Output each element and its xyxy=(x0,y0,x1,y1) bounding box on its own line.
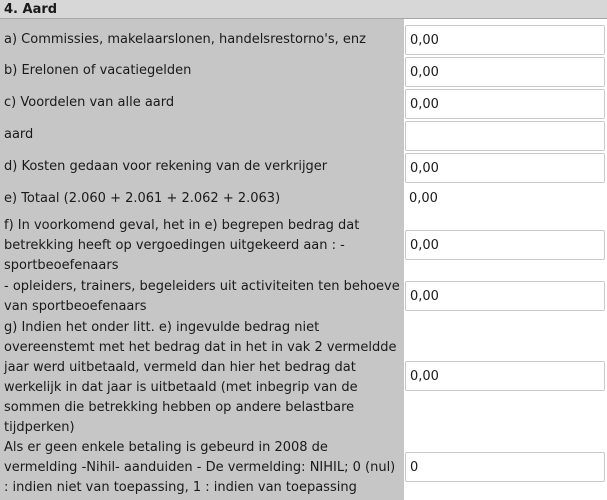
label-erelonen: b) Erelonen of vacatiegelden xyxy=(4,63,192,78)
row-nihil xyxy=(0,438,607,500)
label-voordelen: c) Voordelen van alle aard xyxy=(4,95,175,110)
row-totaal xyxy=(0,179,607,211)
label-aard: aard xyxy=(4,127,34,142)
nihil-input[interactable] xyxy=(405,452,605,482)
row-opleiders xyxy=(0,276,607,318)
label-sportbeoefenaars: f) In voorkomend geval, het in e) begrepen bedrag dat betrekking heeft op vergoedingen uitgekeerd aan : - sportbeoefenaars xyxy=(4,218,360,273)
row-aard xyxy=(0,115,607,147)
row-kosten xyxy=(0,147,607,179)
row-uitbetaald xyxy=(0,317,607,437)
label-uitbetaald: g) Indien het onder litt. e) ingevulde bedrag niet overeenstemt met het bedrag dat in het in vak 2 vermeldde jaar werd uitbetaald, vermeld dan hier het bedrag dat werkelijk in dat jaar is uitbetaald (met inbegrip van de sommen die betrekking hebben op andere belastbare tijdperken) xyxy=(4,320,397,435)
row-erelonen xyxy=(0,51,607,83)
label-opleiders: - opleiders, trainers, begeleiders uit activiteiten ten behoeve van sportbeoefenaars xyxy=(4,279,400,314)
row-voordelen xyxy=(0,83,607,115)
row-sportbeoefenaars xyxy=(0,215,607,275)
form-rows xyxy=(0,19,607,500)
opleiders-input[interactable] xyxy=(405,281,605,311)
label-kosten: d) Kosten gedaan voor rekening van de verkrijger xyxy=(4,159,328,174)
totaal-value: 0,00 xyxy=(409,191,438,206)
sportbeoefenaars-input[interactable] xyxy=(405,230,605,260)
label-nihil: Als er geen enkele betaling is gebeurd in 2008 de vermelding -Nihil- aanduiden - De vermelding: NIHIL; 0 (nul) : indien niet van toepassing, 1 : indien van toepassing xyxy=(4,440,396,495)
label-totaal: e) Totaal (2.060 + 2.061 + 2.062 + 2.063) xyxy=(4,191,281,206)
label-commissies: a) Commissies, makelaarslonen, handelsrestorno's, enz xyxy=(4,32,366,47)
uitbetaald-input[interactable] xyxy=(405,361,605,391)
section-title: 4. Aard xyxy=(0,0,607,19)
